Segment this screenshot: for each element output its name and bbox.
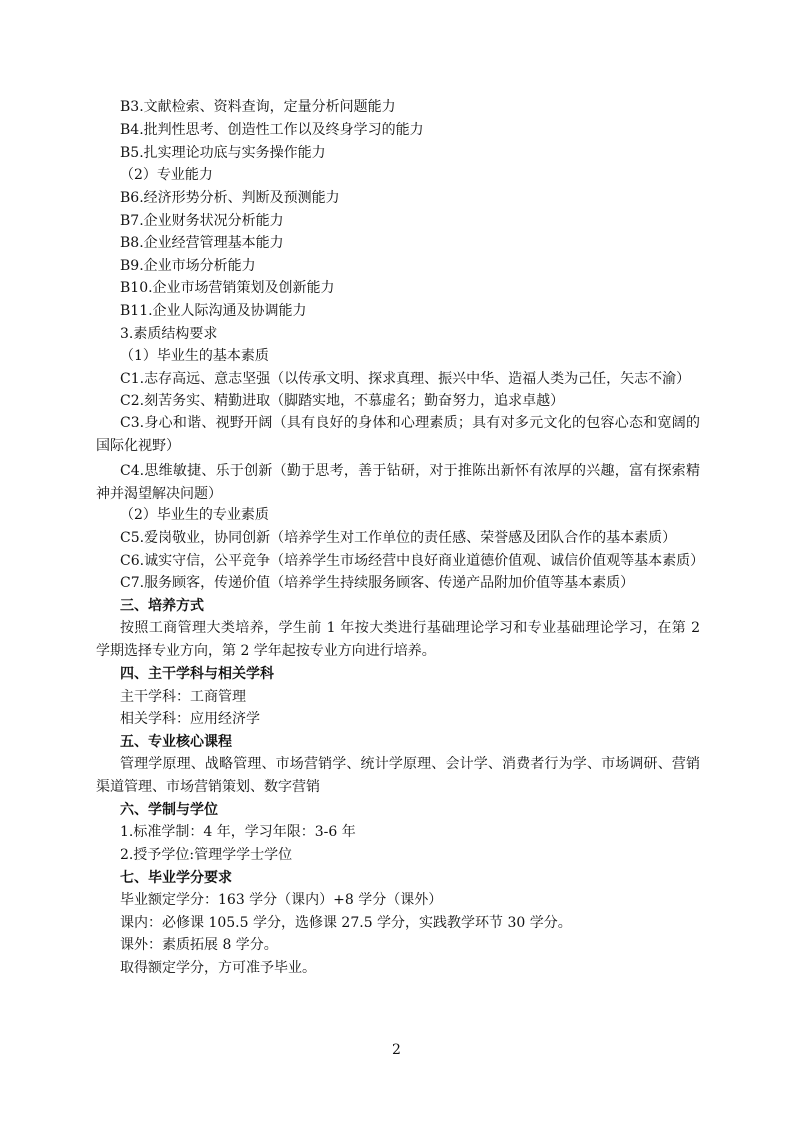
required-credits: 毕业额定学分：163 学分（课内）+8 学分（课外）: [120, 892, 443, 908]
section-duration-degree: 六、学制与学位: [120, 802, 218, 818]
quality-c2: C2.刻苦务实、精勤进取（脚踏实地，不慕虚名；勤奋努力，追求卓越）: [120, 393, 565, 409]
extracurricular-credits: 课外：素质拓展 8 学分。: [120, 937, 278, 953]
ability-b6: B6.经济形势分析、判断及预测能力: [120, 190, 340, 206]
ability-b4: B4.批判性思考、创造性工作以及终身学习的能力: [120, 122, 424, 138]
training-mode-text: 按照工商管理大类培养，学生前 1 年按大类进行基础理论学习和专业基础理论学习，在第 2 学期选择专业方向，第 2 学年起按专业方向进行培养。: [96, 620, 700, 659]
section-core-courses: 五、专业核心课程: [120, 734, 232, 750]
subheading-basic-quality: （1）毕业生的基本素质: [120, 348, 269, 364]
page-number: 2: [392, 1042, 401, 1058]
section-credit-requirements: 七、毕业学分要求: [120, 870, 232, 886]
standard-duration: 1.标准学制：4 年，学习年限：3-6 年: [120, 824, 356, 840]
section-disciplines: 四、主干学科与相关学科: [120, 666, 274, 682]
core-courses-text: 管理学原理、战略管理、市场营销学、统计学原理、会计学、消费者行为学、市场调研、营销渠道管理、市场营销策划、数字营销: [96, 756, 700, 795]
ability-b11: B11.企业人际沟通及协调能力: [120, 303, 307, 319]
graduation-condition: 取得额定学分，方可准予毕业。: [120, 960, 316, 976]
section-training-mode: 三、培养方式: [120, 598, 204, 614]
quality-c4: C4.思维敏捷、乐于创新（勤于思考，善于钻研，对于推陈出新怀有浓厚的兴趣，富有探索精神并渴望解决问题）: [96, 463, 700, 502]
ability-b10: B10.企业市场营销策划及创新能力: [120, 280, 335, 296]
subheading-professional-ability: （2）专业能力: [120, 167, 213, 183]
quality-c1: C1.志存高远、意志坚强（以传承文明、探求真理、振兴中华、造福人类为己任，矢志不渝）: [120, 371, 691, 387]
subheading-professional-quality: （2）毕业生的专业素质: [120, 507, 269, 523]
degree-awarded: 2.授予学位:管理学学士学位: [120, 847, 293, 863]
ability-b8: B8.企业经营管理基本能力: [120, 235, 284, 251]
in-class-credits: 课内：必修课 105.5 学分，选修课 27.5 学分，实践教学环节 30 学分。: [120, 915, 572, 931]
ability-b7: B7.企业财务状况分析能力: [120, 213, 284, 229]
main-discipline: 主干学科：工商管理: [120, 689, 246, 705]
quality-c7: C7.服务顾客，传递价值（培养学生持续服务顾客、传递产品附加价值等基本素质）: [120, 575, 635, 591]
quality-c3: C3.身心和谐、视野开阔（具有良好的身体和心理素质；具有对多元文化的包容心态和宽阔的国际化视野）: [96, 415, 700, 454]
quality-c5: C5.爱岗敬业，协同创新（培养学生对工作单位的责任感、荣誉感及团队合作的基本素质）: [120, 530, 677, 546]
ability-b5: B5.扎实理论功底与实务操作能力: [120, 145, 326, 161]
ability-b3: B3.文献检索、资料查询，定量分析问题能力: [120, 99, 396, 115]
ability-b9: B9.企业市场分析能力: [120, 258, 256, 274]
related-discipline: 相关学科：应用经济学: [120, 711, 260, 727]
subheading-quality-requirements: 3.素质结构要求: [120, 326, 218, 342]
quality-c6: C6.诚实守信，公平竞争（培养学生市场经营中良好商业道德价值观、诚信价值观等基本素质）: [120, 553, 705, 569]
